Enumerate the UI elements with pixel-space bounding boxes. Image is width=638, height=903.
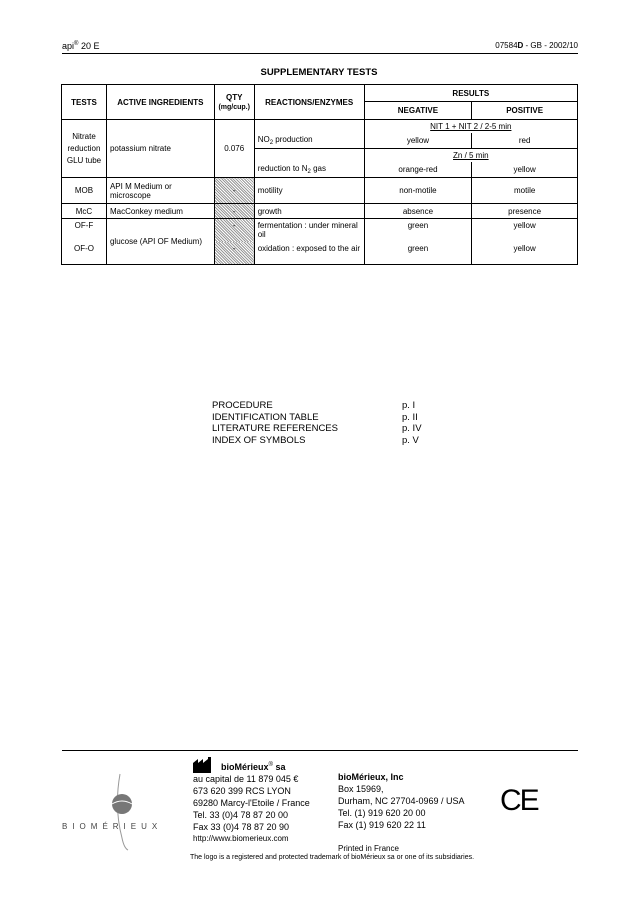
off-pos: yellow [472, 219, 578, 242]
col-header-tests: TESTS [62, 85, 107, 120]
mob-pos: motile [472, 178, 578, 204]
nitrate-qty: 0.076 [214, 120, 254, 178]
mcc-pos: presence [472, 204, 578, 219]
header-left: api® 20 E [62, 41, 100, 51]
nitrate-pos-1: red [472, 133, 578, 149]
toc-item[interactable]: LITERATURE REFERENCES p. IV [212, 423, 422, 434]
col-header-results: RESULTS [364, 85, 577, 102]
nitrate-neg-1: yellow [364, 133, 472, 149]
toc-item[interactable]: IDENTIFICATION TABLE p. II [212, 411, 418, 423]
mcc-test: McC [62, 204, 107, 219]
off-test: OF-F [62, 219, 107, 242]
off-reaction: fermentation : under mineral oil [254, 219, 364, 242]
nitrate-reaction-2: reduction to $N_2$ gas [254, 162, 364, 178]
biomerieux-inc-address: bioMérieux, Inc Box 15969, Durham, NC 27704-0969 / USA Tel. (1) 919 620 20 00 Fax (1) 919 620 22 11 Printed in France [338, 772, 465, 853]
trademark-notice: The logo is a registered and protected trademark of bioMérieux sa or one of its subsidiaries. [190, 854, 475, 861]
supplementary-tests-table [61, 84, 578, 265]
table-of-contents [212, 400, 432, 446]
logo-wordmark: BIOMÉRIEUX [62, 822, 163, 831]
toc-item[interactable]: INDEX OF SYMBOLS p. V [212, 434, 419, 446]
nitrate-test: Nitrate reduction GLU tube [62, 120, 107, 178]
mcc-neg: absence [364, 204, 472, 219]
col-header-positive: POSITIVE [472, 102, 578, 120]
header-right: 07584D - GB - 2002/10 [495, 41, 578, 50]
biomerieux-logo [62, 768, 182, 858]
ofo-qty: - [214, 242, 254, 265]
page-title: SUPPLEMENTARY TESTS [260, 67, 378, 78]
nitrate-reaction-1: $NO_2$ production [254, 133, 364, 149]
ofo-neg: green [364, 242, 472, 265]
ofo-pos: yellow [472, 242, 578, 265]
nitrate-pos-2: yellow [472, 162, 578, 178]
manufacturer-icon [193, 757, 215, 773]
off-qty: - [214, 219, 254, 242]
ofo-test: OF-O [62, 242, 107, 265]
col-header-ingredients: ACTIVE INGREDIENTS [106, 85, 214, 120]
col-header-reactions: REACTIONS/ENZYMES [254, 85, 364, 120]
nitrate-reagent-2: Zn / 5 min [364, 149, 577, 163]
nitrate-neg-2: orange-red [364, 162, 472, 178]
mob-neg: non-motile [364, 178, 472, 204]
ce-mark: CE [500, 784, 538, 817]
biomerieux-sa-address: bioMérieux® sa au capital de 11 879 045 € 673 620 399 RCS LYON 69280 Marcy-l'Etoile / France Tel. 33 (0)4 78 87 20 00 Fax 33 (0)4 78 87 20 90 http://www.biomerieux.com [193, 757, 310, 845]
mob-qty: - [214, 178, 254, 204]
nitrate-ingredient: potassium nitrate [106, 120, 214, 178]
off-neg: green [364, 219, 472, 242]
nitrate-reagent-1: NIT 1 + NIT 2 / 2-5 min [364, 120, 577, 134]
mob-reaction: motility [254, 178, 364, 204]
mob-ingredient: API M Medium or microscope [106, 178, 214, 204]
toc-item[interactable]: PROCEDURE p. I [212, 400, 416, 411]
footer-rule [62, 750, 578, 751]
col-header-qty: QTY (mg/cup.) [214, 85, 254, 120]
mcc-reaction: growth [254, 204, 364, 219]
mob-test: MOB [62, 178, 107, 204]
website-link[interactable]: http://www.biomerieux.com [193, 834, 289, 843]
mcc-qty: - [214, 204, 254, 219]
of-ingredient: glucose (API OF Medium) [106, 219, 214, 265]
header-rule [62, 53, 578, 54]
mcc-ingredient: MacConkey medium [106, 204, 214, 219]
col-header-negative: NEGATIVE [364, 102, 472, 120]
ofo-reaction: oxidation : exposed to the air [254, 242, 364, 265]
